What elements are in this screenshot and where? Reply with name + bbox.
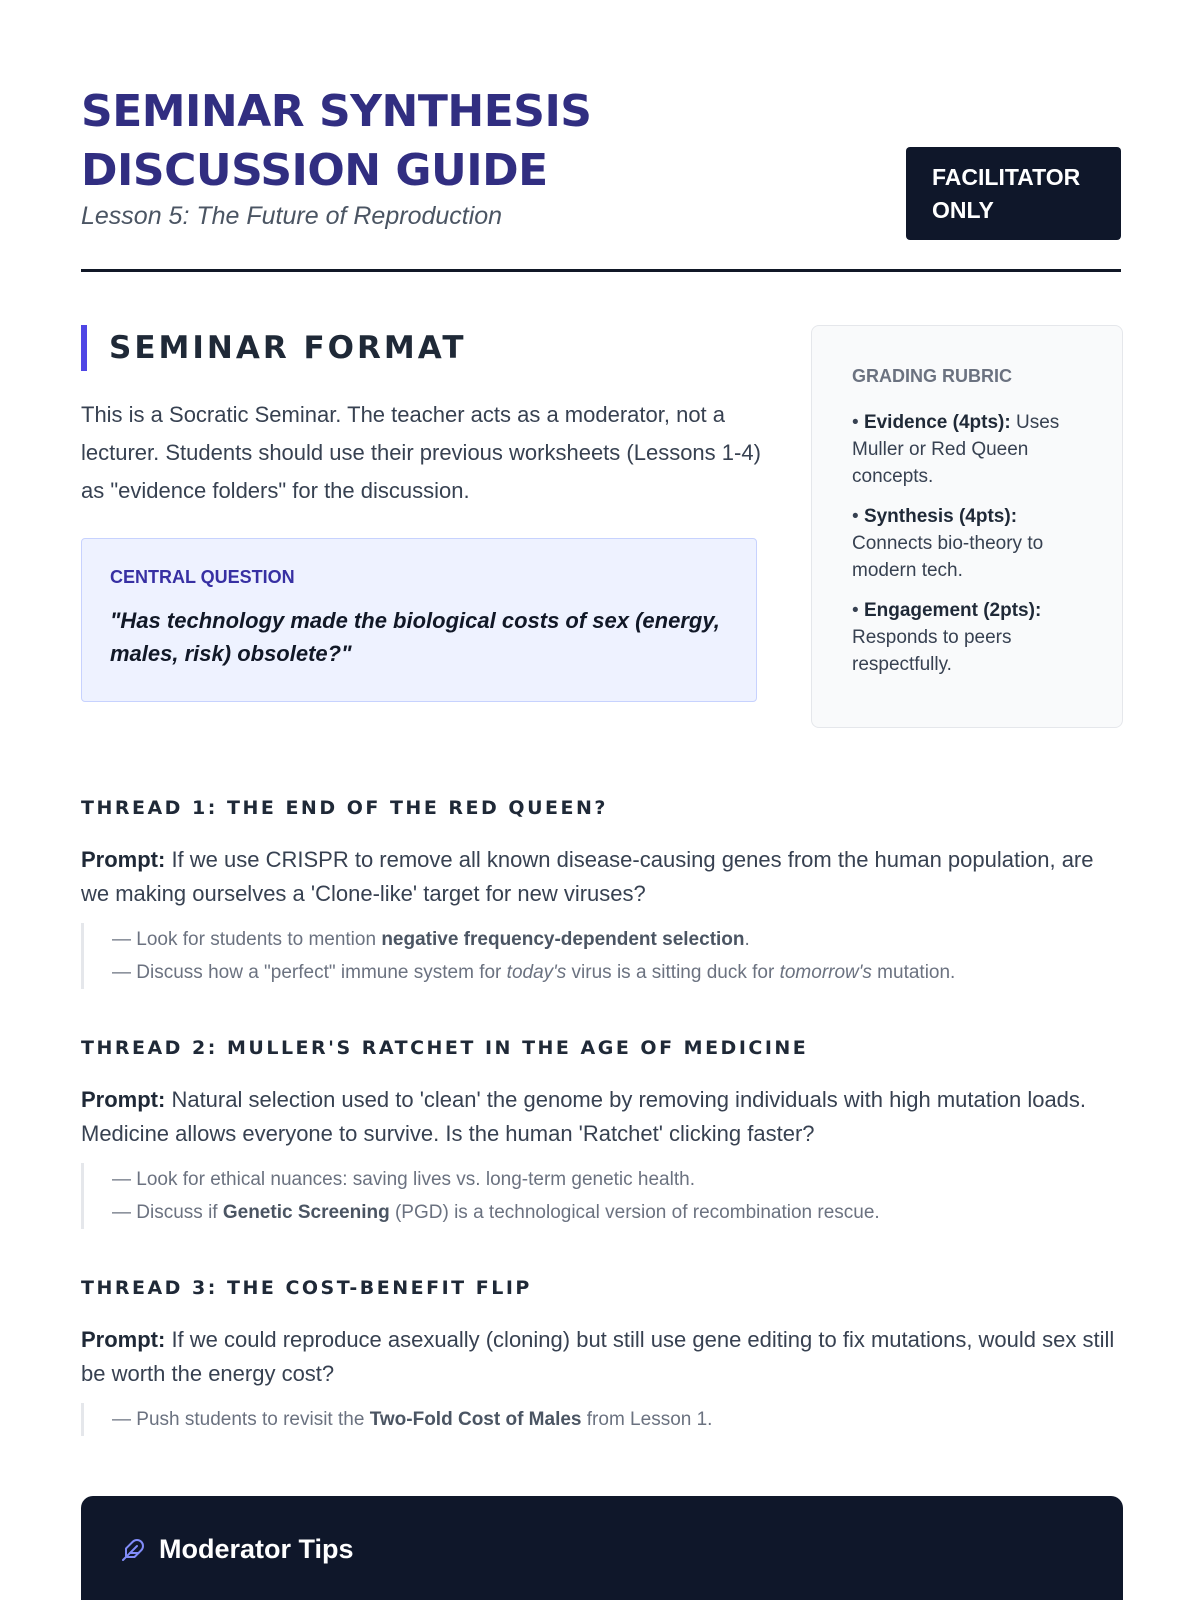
moderator-tips-panel bbox=[81, 1496, 1123, 1600]
thread-3 bbox=[81, 1277, 1121, 1436]
thread-title: THREAD 1: THE END OF THE RED QUEEN? bbox=[81, 797, 608, 819]
note-item bbox=[112, 956, 1121, 989]
note-italic: tomorrow's bbox=[779, 962, 872, 983]
note-text: virus is a sitting duck for bbox=[566, 962, 780, 983]
rubric-item-evidence: • Evidence (4pts): Uses Muller or Red Queen concepts. bbox=[852, 412, 1060, 487]
rubric-item-synthesis: • Synthesis (4pts): Connects bio-theory to modern tech. bbox=[852, 506, 1044, 581]
feather-icon bbox=[121, 1538, 145, 1562]
central-question-label: CENTRAL QUESTION bbox=[110, 567, 295, 587]
facilitator-notes bbox=[81, 923, 1121, 989]
note-item bbox=[112, 923, 1121, 956]
thread-title: THREAD 3: THE COST-BENEFIT FLIP bbox=[81, 1277, 532, 1299]
note-emphasis: Two-Fold Cost of Males bbox=[369, 1409, 582, 1430]
rubric-item-text: Uses Muller or Red Queen concepts. bbox=[852, 412, 1060, 487]
seminar-format-text: This is a Socratic Seminar. The teacher acts as a moderator, not a lecturer. Students should use their previous worksheets (Lessons 1-4) as "evidence folders" for the discussion. bbox=[81, 402, 761, 503]
note-text: — Push students to revisit the bbox=[112, 1409, 370, 1430]
thread-1 bbox=[81, 797, 1121, 989]
facilitator-notes bbox=[81, 1403, 1121, 1436]
note-text: from Lesson 1. bbox=[581, 1409, 713, 1430]
prompt-text: If we use CRISPR to remove all known disease-causing genes from the human population, are we making ourselves a 'Clone-like' target for new viruses? bbox=[81, 847, 1094, 906]
thread-prompt bbox=[81, 843, 1121, 911]
note-item bbox=[112, 1196, 1121, 1229]
rubric-item-label: Synthesis (4pts): bbox=[863, 506, 1018, 527]
prompt-text: If we could reproduce asexually (cloning) but still use gene editing to fix mutations, would sex still be worth the energy cost? bbox=[81, 1327, 1115, 1386]
badge-line-2: ONLY bbox=[932, 197, 994, 223]
rubric-item-text: Responds to peers respectfully. bbox=[852, 627, 1012, 675]
title-line-1: SEMINAR SYNTHESIS bbox=[81, 86, 592, 137]
seminar-format-heading: SEMINAR FORMAT bbox=[81, 325, 466, 371]
thread-2 bbox=[81, 1037, 1121, 1229]
rubric-item-label: Engagement (2pts): bbox=[863, 600, 1042, 621]
note-text: — Look for students to mention bbox=[112, 929, 382, 950]
prompt-text: Natural selection used to 'clean' the genome by removing individuals with high mutation loads. Medicine allows everyone to survive. Is the human 'Ratchet' clicking faster? bbox=[81, 1087, 1087, 1146]
note-emphasis: negative frequency-dependent selection bbox=[381, 929, 745, 950]
grading-rubric bbox=[811, 325, 1123, 728]
prompt-label: Prompt: bbox=[81, 847, 166, 872]
note-text: mutation. bbox=[871, 962, 956, 983]
facilitator-badge bbox=[906, 147, 1121, 240]
prompt-label: Prompt: bbox=[81, 1327, 166, 1352]
central-question-box bbox=[81, 538, 757, 702]
badge-line-1: FACILITATOR bbox=[932, 164, 1081, 190]
moderator-tips-heading: Moderator Tips bbox=[159, 1534, 354, 1564]
moderator-tips-header bbox=[121, 1534, 1083, 1565]
thread-prompt bbox=[81, 1323, 1121, 1391]
note-emphasis: Genetic Screening bbox=[222, 1202, 390, 1223]
note-item: — Look for ethical nuances: saving lives vs. long-term genetic health. bbox=[112, 1169, 695, 1190]
rubric-item-label: Evidence (4pts): bbox=[863, 412, 1011, 433]
rubric-title: GRADING RUBRIC bbox=[852, 366, 1012, 386]
note-text: . bbox=[744, 929, 750, 950]
central-question-text: "Has technology made the biological costs of sex (energy, males, risk) obsolete?" bbox=[110, 608, 720, 666]
thread-prompt bbox=[81, 1083, 1121, 1151]
title-line-2: DISCUSSION GUIDE bbox=[81, 145, 548, 196]
rubric-item-engagement: • Engagement (2pts): Responds to peers respectfully. bbox=[852, 600, 1042, 675]
page-subtitle: Lesson 5: The Future of Reproduction bbox=[81, 202, 503, 230]
prompt-label: Prompt: bbox=[81, 1087, 166, 1112]
note-text: — Discuss if bbox=[112, 1202, 223, 1223]
note-item bbox=[112, 1403, 1121, 1436]
rubric-item-text: Connects bio-theory to modern tech. bbox=[852, 533, 1044, 581]
document-header bbox=[81, 82, 1121, 272]
note-italic: today's bbox=[506, 962, 567, 983]
note-text: — Discuss how a "perfect" immune system for bbox=[112, 962, 507, 983]
note-text: (PGD) is a technological version of recombination rescue. bbox=[389, 1202, 880, 1223]
thread-title: THREAD 2: MULLER'S RATCHET IN THE AGE OF MEDICINE bbox=[81, 1037, 809, 1059]
facilitator-notes bbox=[81, 1163, 1121, 1229]
